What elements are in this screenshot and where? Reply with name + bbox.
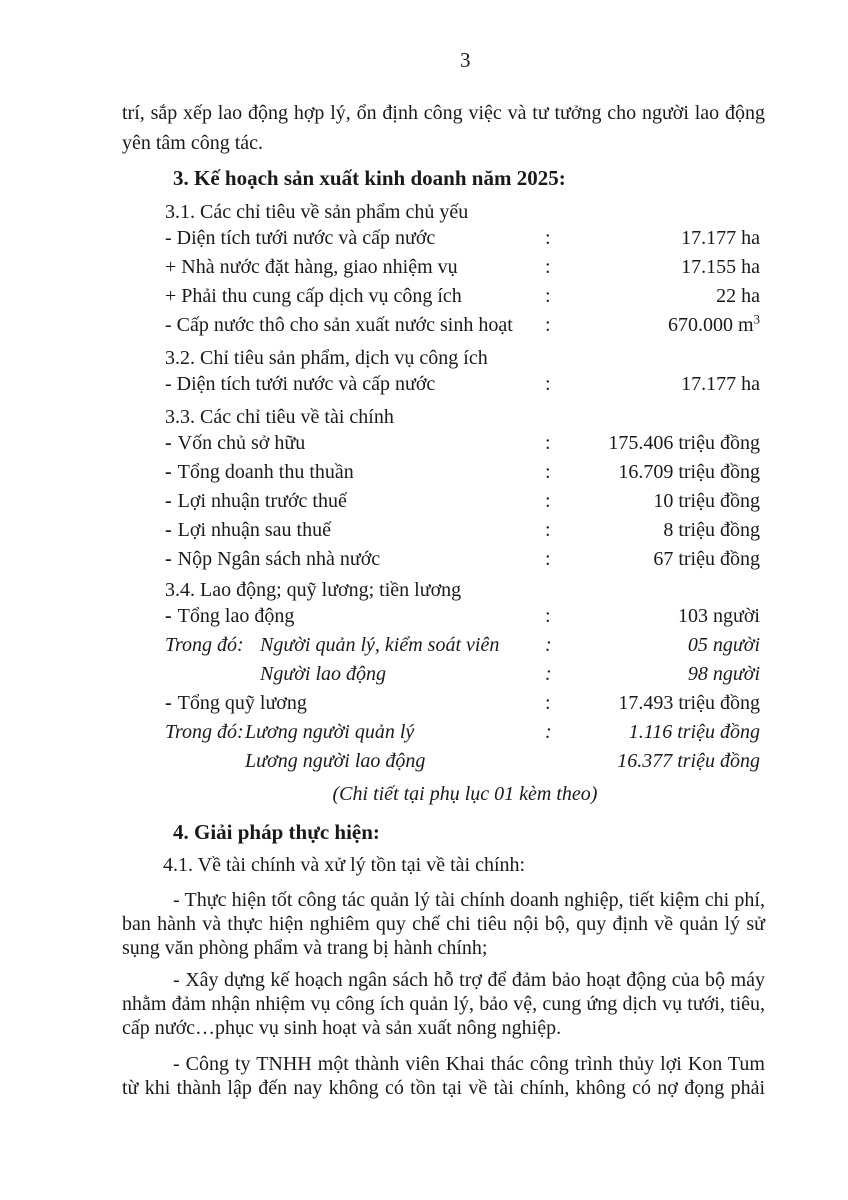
row-dash: - <box>165 432 172 454</box>
paragraph-line: - Thực hiện tốt công tác quản lý tài chính doanh nghiệp, tiết kiệm chi phí, <box>173 889 765 911</box>
row-label: Nộp Ngân sách nhà nước <box>177 548 381 570</box>
row-label: Người quản lý, kiểm soát viên <box>260 634 500 656</box>
section-41-title: 4.1. Về tài chính và xử lý tồn tại về tài chính: <box>163 854 526 876</box>
indicator-row <box>165 253 765 282</box>
row-colon: : <box>545 663 552 685</box>
intro-paragraph <box>122 98 765 158</box>
solution-paragraph-3 <box>122 1052 765 1100</box>
row-value: 103 người <box>678 605 760 627</box>
row-label: Lợi nhuận trước thuế <box>177 490 347 512</box>
row-colon: : <box>545 519 551 541</box>
row-colon: : <box>545 548 551 570</box>
row-value: 16.709 triệu đồng <box>618 461 760 483</box>
indicator-row <box>165 545 765 574</box>
row-dash: - <box>165 519 172 541</box>
indicator-list <box>165 200 765 806</box>
intro-line-1: trí, sắp xếp lao động hợp lý, ổn định công việc và tư tưởng cho người lao động <box>122 102 765 124</box>
indicator-row <box>165 660 765 689</box>
row-value: 1.116 triệu đồng <box>628 721 760 743</box>
indicator-row <box>165 516 765 545</box>
row-label: - Diện tích tưới nước và cấp nước <box>165 373 436 395</box>
row-colon: : <box>545 256 551 278</box>
paragraph-line: từ khi thành lập đến nay không có tồn tại về tài chính, không có nợ đọng phải <box>122 1077 765 1099</box>
row-label: Lương người lao động <box>245 750 426 772</box>
row-label: Lương người quản lý <box>245 721 415 743</box>
paragraph-line: ban hành và thực hiện nghiêm quy chế chi tiêu nội bộ, quy định về quản lý sử <box>122 913 765 935</box>
section-33-title: 3.3. Các chỉ tiêu về tài chính <box>165 406 394 428</box>
row-value: 17.155 ha <box>681 256 760 278</box>
indicator-row <box>165 631 765 660</box>
row-dash: - <box>165 461 172 483</box>
paragraph-line: - Xây dựng kế hoạch ngân sách hỗ trợ để đảm bảo hoạt động của bộ máy <box>173 969 765 991</box>
row-label: - Diện tích tưới nước và cấp nước <box>165 227 436 249</box>
paragraph-line: nhằm đảm nhận nhiệm vụ công ích quản lý, bảo vệ, cung ứng dịch vụ tưới, tiêu, <box>122 993 765 1015</box>
row-label: Tổng lao động <box>177 605 295 627</box>
indicator-row <box>165 602 765 631</box>
page-number: 3 <box>460 48 471 72</box>
row-label: Người lao động <box>260 663 387 685</box>
row-prefix: Trong đó: <box>165 634 244 656</box>
row-colon: : <box>545 314 551 336</box>
indicator-row <box>165 747 765 776</box>
row-colon: : <box>545 461 551 483</box>
row-label: + Phải thu cung cấp dịch vụ công ích <box>165 285 462 307</box>
row-value: 17.177 ha <box>681 227 760 249</box>
paragraph-line: - Công ty TNHH một thành viên Khai thác công trình thủy lợi Kon Tum <box>173 1053 765 1075</box>
section-3-heading: 3. Kế hoạch sản xuất kinh doanh năm 2025: <box>173 166 566 190</box>
row-colon: : <box>545 373 551 395</box>
row-label: Tổng doanh thu thuần <box>177 461 354 483</box>
row-dash: - <box>165 692 172 714</box>
row-dash: - <box>165 605 172 627</box>
row-value: 17.177 ha <box>681 373 760 395</box>
indicator-row <box>165 487 765 516</box>
row-colon: : <box>545 227 551 249</box>
row-colon: : <box>545 721 552 743</box>
cubic-meter-sup: 3 <box>753 311 760 327</box>
row-value: 22 ha <box>716 285 760 307</box>
row-value: 05 người <box>687 634 760 656</box>
row-value: 8 triệu đồng <box>663 519 760 541</box>
row-colon: : <box>545 490 551 512</box>
row-label: Tổng quỹ lương <box>177 692 307 714</box>
row-label: - Cấp nước thô cho sản xuất nước sinh hoạt <box>165 314 513 336</box>
indicator-row <box>165 282 765 311</box>
row-colon: : <box>545 432 551 454</box>
indicator-row <box>165 458 765 487</box>
row-colon: : <box>545 692 551 714</box>
row-value: 16.377 triệu đồng <box>617 750 760 772</box>
row-prefix: Trong đó: <box>165 721 244 743</box>
solution-paragraph-2 <box>122 968 765 1040</box>
row-dash: - <box>165 490 172 512</box>
row-value: 67 triệu đồng <box>653 548 760 570</box>
paragraph-line: cấp nước…phục vụ sinh hoạt và sản xuất nông nghiệp. <box>122 1017 562 1039</box>
row-colon: : <box>545 605 551 627</box>
section-32-title: 3.2. Chỉ tiêu sản phẩm, dịch vụ công ích <box>165 347 488 369</box>
appendix-note: (Chi tiết tại phụ lục 01 kèm theo) <box>332 783 598 805</box>
row-colon: : <box>545 285 551 307</box>
row-value: 10 triệu đồng <box>653 490 760 512</box>
paragraph-line: sụng văn phòng phẩm và trang bị hành chính; <box>122 937 488 959</box>
indicator-row <box>165 311 765 340</box>
row-label: Lợi nhuận sau thuế <box>177 519 331 541</box>
indicator-row <box>165 718 765 747</box>
section-4-heading: 4. Giải pháp thực hiện: <box>173 820 380 844</box>
indicator-row <box>165 370 765 399</box>
intro-line-2: yên tâm công tác. <box>122 132 264 154</box>
indicator-row <box>165 224 765 253</box>
row-dash: - <box>165 548 172 570</box>
row-label: + Nhà nước đặt hàng, giao nhiệm vụ <box>165 256 458 278</box>
solution-paragraph-1 <box>122 888 765 960</box>
section-31-title: 3.1. Các chỉ tiêu về sản phẩm chủ yếu <box>165 201 469 223</box>
section-34-title: 3.4. Lao động; quỹ lương; tiền lương <box>165 579 462 601</box>
row-label: Vốn chủ sở hữu <box>177 432 306 454</box>
row-value: 175.406 triệu đồng <box>608 432 760 454</box>
row-value: 670.000 $m^3$ <box>667 311 760 336</box>
indicator-row <box>165 689 765 718</box>
row-value: 17.493 triệu đồng <box>618 692 760 714</box>
row-value: 98 người <box>687 663 760 685</box>
indicator-row <box>165 429 765 458</box>
document-content <box>122 0 765 1100</box>
row-colon: : <box>545 634 552 656</box>
